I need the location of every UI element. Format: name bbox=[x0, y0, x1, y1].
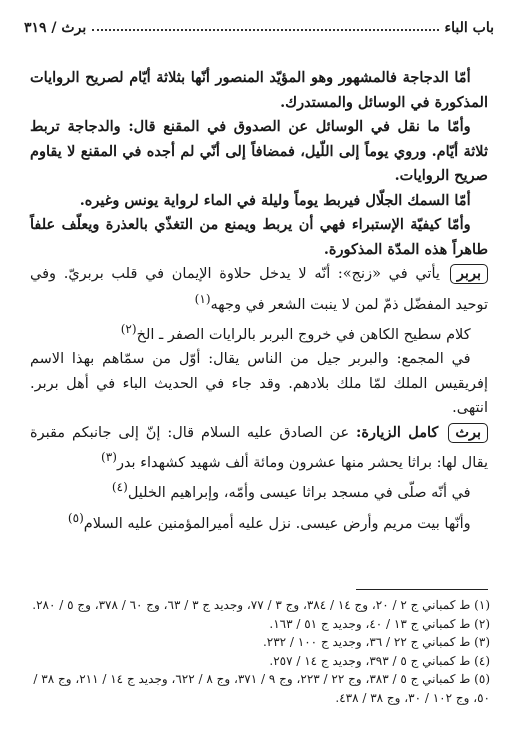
footnote-ref-2: (٢) bbox=[120, 321, 137, 336]
section-barth-text2: في أنّه صلّى في مسجد براثا عيسى وأمّه، وإبراهيم الخليل bbox=[127, 485, 471, 502]
section-barth-p1 bbox=[30, 421, 488, 476]
chapter-title: باب الباء bbox=[444, 20, 494, 36]
section-barth-p3 bbox=[30, 506, 488, 536]
paragraph-muqni: وأمّا ما نقل في الوسائل عن الصدوق في المقنع قال: والدجاجة تربط ثلاثة أيّام. وروي يوماً إلى اللّيل، فمضافاً إلى أنّي لم أجده في المقنع لا يقاوم صريح الروايات. bbox=[30, 118, 488, 184]
footnote-4: (٤) ط كمباني ج ٥ / ٣٩٣، وجديد ج ١٤ / ٢٥٧. bbox=[269, 653, 490, 668]
footnote-ref-4: (٤) bbox=[111, 480, 128, 495]
running-title: برث / ٣١٩ bbox=[24, 20, 87, 36]
section-barth-text3: وأنّها بيت مريم وأرض عيسى. نزل عليه أميرالمؤمنين عليه السلام bbox=[83, 515, 471, 532]
footnotes bbox=[30, 596, 490, 707]
paragraph-fish: أمّا السمك الجلّال فيربط يوماً وليلة في الماء لرواية يونس وغيره. bbox=[79, 191, 471, 209]
page-header bbox=[24, 14, 494, 36]
footnote-1: (١) ط كمباني ج ٢ / ٢٠، وج ١٤ / ٣٨٤، وج ٣ / ٧٧، وجديد ج ٣ / ٦٣، وج ٦٠ / ٣٧٨، وج ٥ / ٢٨٠. bbox=[32, 598, 490, 612]
section-barbar-text2: كلام سطيح الكاهن في خروج البربر بالرايات الصفر ـ الخ bbox=[136, 326, 471, 343]
section-barbar-p1 bbox=[30, 262, 488, 317]
entry-tag-barbar: بربر bbox=[450, 264, 488, 284]
section-barth-text1: عن الصادق عليه السلام قال: إنّ إلى جانبكم مقبرة يقال لها: براثا يحشر منها عشرون ومائة ألف شهيد كشهداء بدر bbox=[30, 424, 488, 471]
paragraph-chicken: أمّا الدجاجة فالمشهور وهو المؤيّد المنصور أنّها بثلاثة أيّام لصريح الروايات المذكورة في الوسائل والمستدرك. bbox=[30, 69, 488, 111]
footnote-ref-3: (٣) bbox=[101, 450, 117, 465]
footnote-divider bbox=[356, 589, 488, 590]
footnote-ref-1: (١) bbox=[194, 291, 211, 306]
footnote-5: (٥) ط كمباني ج ٥ / ٣٨٣، وج ٢٢ / ٢٢٣، وج ٩ / ٣٧١، وج ٨ / ٦٢٢، وجديد ج ١٤ / ٢١١، وج ٣٨ / ٥٠، وج ١٠٢ / ٣٠، وج ٣٨ / ٤٣٨. bbox=[33, 672, 490, 705]
entry-tag-barth: برث bbox=[448, 423, 488, 443]
footnote-ref-5: (٥) bbox=[67, 510, 84, 525]
paragraph-istibra: وأمّا كيفيّة الإستبراء فهي أن يربط ويمنع من التغذّي بالعذرة ويعلّف علفاً طاهراً هذه المدّة المذكورة. bbox=[30, 216, 488, 258]
footnote-2: (٢) ط كمباني ج ١٣ / ٤٠، وجديد ج ٥١ / ١٦٣. bbox=[269, 616, 490, 631]
source-title: كامل الزيارة: bbox=[356, 423, 439, 441]
header-dotted-leader bbox=[92, 29, 438, 31]
main-text bbox=[30, 66, 488, 536]
section-barbar-text1: يأتي في «زنج»: أنّه لا يدخل حلاوة الإيمان في قلب بربريّ. وفي توحيد المفضّل ذمّ لمن لا ينبت الشعر في وجهه bbox=[30, 266, 488, 313]
section-barth-p2 bbox=[30, 475, 488, 505]
section-barbar-p2 bbox=[30, 317, 488, 347]
footnote-3: (٣) ط كمباني ج ٢٢ / ٣٦، وجديد ج ١٠٠ / ٢٣٢. bbox=[262, 635, 490, 649]
section-barbar-p3: في المجمع: والبربر جيل من الناس يقال: أوّل من سمّاهم بهذا الاسم إفريقيس الملك لمّا ملك بلادهم. وقد جاء في الحديث الباء في أهل بربر. انتهى. bbox=[30, 351, 488, 417]
